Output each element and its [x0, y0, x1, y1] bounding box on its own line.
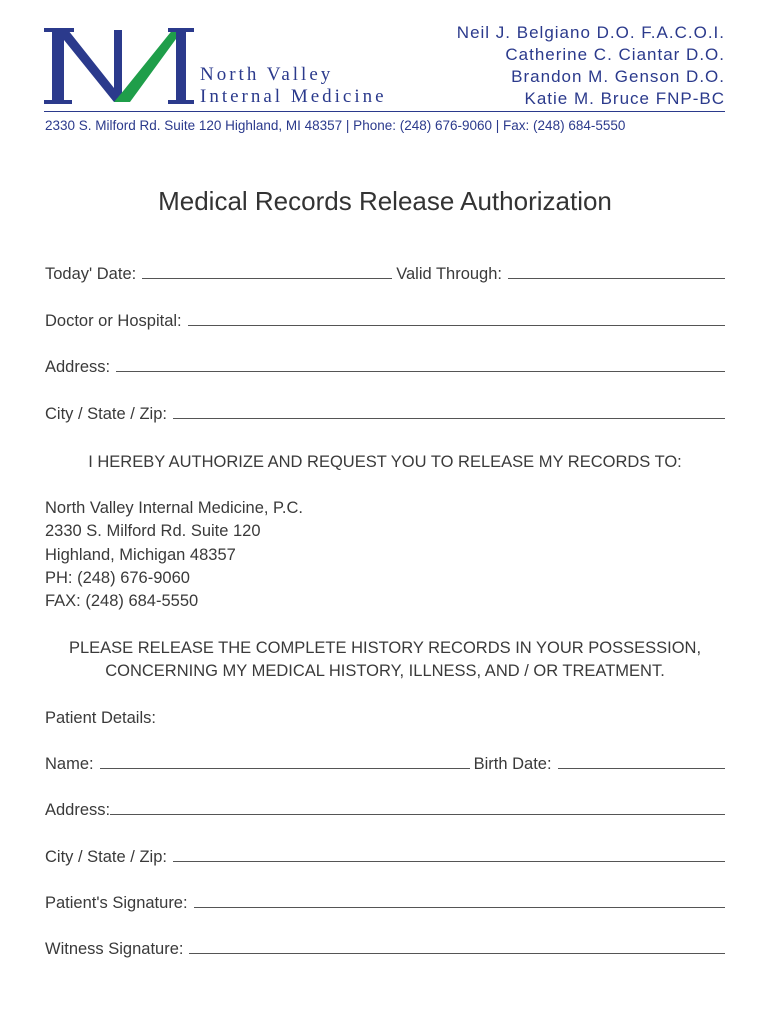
valid-through-field[interactable]	[508, 264, 725, 279]
patient-address-field[interactable]	[110, 800, 725, 815]
doctor-list	[457, 22, 725, 110]
witness-signature-label: Witness Signature:	[45, 940, 184, 958]
todays-date-field[interactable]	[142, 264, 392, 279]
doctor-name: Neil J. Belgiano D.O. F.A.C.O.I.	[456, 23, 725, 42]
city-row	[45, 404, 725, 424]
witness-signature-row	[45, 939, 725, 959]
patient-city-row	[45, 847, 725, 867]
patient-signature-field[interactable]	[194, 893, 725, 908]
release-statement-line1: PLEASE RELEASE THE COMPLETE HISTORY RECORDS IN YOUR POSSESSION,	[68, 639, 702, 657]
doctor-row	[45, 311, 725, 331]
address-label: Address:	[45, 358, 111, 376]
doctor-name: Brandon M. Genson D.O.	[511, 67, 725, 86]
doctor-name: Catherine C. Ciantar D.O.	[505, 45, 725, 64]
city-state-zip-field[interactable]	[173, 404, 725, 419]
patient-details-label: Patient Details:	[45, 709, 156, 727]
release-to-line: FAX: (248) 684-5550	[45, 592, 199, 611]
patient-signature-row	[45, 893, 725, 913]
org-name-line2: Internal Medicine	[200, 86, 387, 107]
header-divider	[44, 111, 725, 112]
practice-logo	[44, 24, 194, 106]
form-title: Medical Records Release Authorization	[158, 186, 612, 216]
patient-city-label: City / State / Zip:	[45, 848, 167, 866]
organization-name	[200, 64, 387, 108]
valid-through-label: Valid Through:	[396, 265, 502, 283]
release-to-line: North Valley Internal Medicine, P.C.	[45, 499, 304, 517]
patient-signature-label: Patient's Signature:	[45, 894, 188, 912]
patient-address-row	[45, 800, 725, 820]
address-field[interactable]	[116, 357, 725, 372]
release-to-address	[45, 497, 303, 613]
patient-name-field[interactable]	[100, 754, 470, 769]
doctor-name: Katie M. Bruce FNP-BC	[524, 89, 725, 108]
name-label: Name:	[45, 755, 94, 773]
patient-address-label: Address:	[45, 801, 111, 819]
doctor-hospital-label: Doctor or Hospital:	[45, 312, 182, 330]
release-statement-line2: CONCERNING MY MEDICAL HISTORY, ILLNESS, AND / OR TREATMENT.	[105, 662, 665, 680]
name-row	[45, 754, 725, 774]
patient-city-field[interactable]	[173, 847, 725, 862]
witness-signature-field[interactable]	[189, 939, 725, 954]
birth-date-label: Birth Date:	[473, 755, 552, 773]
authorize-statement: I HEREBY AUTHORIZE AND REQUEST YOU TO RELEASE MY RECORDS TO:	[88, 453, 682, 471]
nv-monogram-icon	[44, 24, 194, 106]
org-name-line1: North Valley	[200, 64, 334, 85]
address-row	[45, 357, 725, 377]
date-row	[45, 264, 725, 284]
release-to-line: PH: (248) 676-9060	[45, 568, 190, 587]
doctor-hospital-field[interactable]	[188, 311, 725, 326]
release-to-line: 2330 S. Milford Rd. Suite 120	[45, 522, 261, 541]
contact-line: 2330 S. Milford Rd. Suite 120 Highland, MI 48357 | Phone: (248) 676-9060 | Fax: (248) 684-5550	[45, 118, 626, 133]
city-state-zip-label: City / State / Zip:	[45, 405, 167, 423]
todays-date-label: Today' Date:	[45, 265, 137, 283]
birth-date-field[interactable]	[558, 754, 725, 769]
release-to-line: Highland, Michigan 48357	[45, 545, 236, 564]
